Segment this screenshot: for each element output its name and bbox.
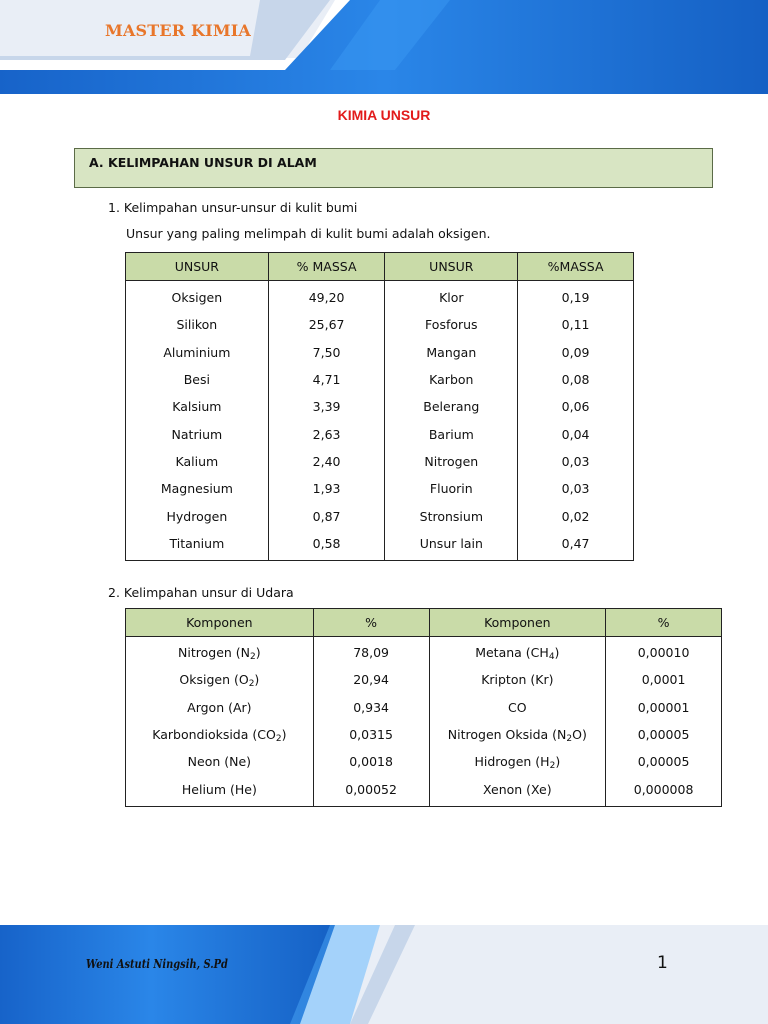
table-cell: [313, 748, 429, 775]
cell-text: Nitrogen (N: [178, 645, 251, 661]
table-cell: 0,06: [518, 393, 634, 420]
cell-text: 0,0018: [349, 754, 393, 770]
item-1-note: Unsur yang paling melimpah di kulit bumi adalah oksigen.: [126, 226, 491, 241]
cell-text: 0,0315: [349, 727, 393, 743]
column-header: %: [606, 609, 722, 637]
cell-text: 78,09: [353, 645, 389, 661]
cell-subscript: 2: [549, 761, 556, 772]
table-cell: [429, 748, 606, 775]
table-cell: Klor: [385, 281, 518, 312]
table-cell: 0,47: [518, 530, 634, 561]
table-cell: Magnesium: [126, 475, 269, 502]
table-cell: 4,71: [268, 366, 385, 393]
cell-text: Helium (He): [181, 781, 257, 797]
air-abundance-table: [125, 608, 722, 807]
table-row: [126, 393, 634, 420]
table-cell: 0,58: [268, 530, 385, 561]
table-row: [126, 420, 634, 447]
table-cell: [606, 637, 722, 667]
table-cell: [606, 694, 722, 721]
table-cell: [313, 666, 429, 693]
table-row: [126, 281, 634, 312]
document-title: KIMIA UNSUR: [337, 107, 431, 123]
cell-subscript: 2: [248, 679, 255, 690]
cell-text: 0,00005: [637, 754, 690, 770]
table-cell: Nitrogen: [385, 448, 518, 475]
table-cell: Besi: [126, 366, 269, 393]
table-cell: [313, 721, 429, 748]
item-1-heading: 1. Kelimpahan unsur-unsur di kulit bumi: [108, 200, 358, 215]
cell-text: 20,94: [353, 672, 389, 688]
table-cell: 25,67: [268, 311, 385, 338]
cell-subscript: 2: [250, 652, 256, 663]
table-row: [126, 666, 722, 693]
table-cell: [606, 748, 722, 775]
cell-text: 0,934: [353, 699, 389, 715]
cell-subscript: 4: [548, 652, 555, 663]
table-cell: 2,40: [268, 448, 385, 475]
table-cell: [126, 694, 314, 721]
table-cell: Karbon: [385, 366, 518, 393]
cell-text: CO: [508, 699, 527, 715]
table-row: [126, 502, 634, 529]
section-heading-box: [74, 148, 713, 188]
cell-text-tail: ): [255, 645, 261, 661]
cell-text: Neon (Ne): [187, 754, 252, 770]
table-cell: [313, 637, 429, 667]
table-cell: 2,63: [268, 420, 385, 447]
column-header: % MASSA: [268, 253, 385, 281]
table-cell: 0,87: [268, 502, 385, 529]
column-header: %: [313, 609, 429, 637]
table-cell: Unsur lain: [385, 530, 518, 561]
cell-text: Hidrogen (H: [474, 754, 550, 770]
table-cell: Silikon: [126, 311, 269, 338]
table-cell: 0,09: [518, 339, 634, 366]
cell-text: Nitrogen Oksida (N: [447, 727, 567, 743]
item-2-heading: 2. Kelimpahan unsur di Udara: [108, 585, 294, 600]
table-cell: 3,39: [268, 393, 385, 420]
table-cell: [429, 637, 606, 667]
table-cell: 1,93: [268, 475, 385, 502]
table-header-row: [126, 253, 634, 281]
table-cell: Kalium: [126, 448, 269, 475]
header-title: MASTER KIMIA: [105, 21, 252, 40]
table-cell: 0,03: [518, 475, 634, 502]
table-cell: Kalsium: [126, 393, 269, 420]
table-row: [126, 530, 634, 561]
table-cell: [126, 666, 314, 693]
table-cell: 0,04: [518, 420, 634, 447]
table-row: [126, 694, 722, 721]
table-header-row: [126, 609, 722, 637]
footer-banner: [0, 925, 768, 1024]
column-header: Komponen: [429, 609, 606, 637]
cell-text: 0,00001: [637, 699, 690, 715]
footer-author: Weni Astuti Ningsih, S.Pd: [86, 957, 228, 971]
table-cell: 0,19: [518, 281, 634, 312]
table-row: [126, 475, 634, 502]
table-row: [126, 366, 634, 393]
table-row: [126, 748, 722, 775]
table-cell: [313, 775, 429, 806]
cell-text: Karbondioksida (CO: [152, 727, 276, 743]
cell-text: Xenon (Xe): [483, 781, 552, 797]
cell-subscript: 2: [566, 734, 573, 745]
column-header: UNSUR: [126, 253, 269, 281]
cell-text: 0,00005: [637, 727, 690, 743]
table-cell: 0,03: [518, 448, 634, 475]
table-row: [126, 775, 722, 806]
earth-crust-abundance-table: [125, 252, 634, 561]
table-row: [126, 339, 634, 366]
table-cell: Oksigen: [126, 281, 269, 312]
table-cell: [126, 721, 314, 748]
table-row: [126, 448, 634, 475]
table-cell: [126, 775, 314, 806]
cell-text: Metana (CH: [475, 645, 549, 661]
cell-text-tail: ): [555, 754, 561, 770]
cell-text: 0,00052: [345, 781, 397, 797]
table-cell: Titanium: [126, 530, 269, 561]
table-cell: Natrium: [126, 420, 269, 447]
table-cell: 0,08: [518, 366, 634, 393]
table-cell: 0,02: [518, 502, 634, 529]
cell-text-tail: ): [281, 727, 287, 743]
cell-text: 0,0001: [641, 672, 686, 688]
table-cell: Fluorin: [385, 475, 518, 502]
table-cell: 0,11: [518, 311, 634, 338]
cell-text-tail: ): [254, 672, 260, 688]
header-banner: [0, 0, 768, 100]
table-cell: Belerang: [385, 393, 518, 420]
section-heading: A. KELIMPAHAN UNSUR DI ALAM: [89, 155, 317, 170]
table-cell: 7,50: [268, 339, 385, 366]
table-cell: 49,20: [268, 281, 385, 312]
column-header: UNSUR: [385, 253, 518, 281]
table-row: [126, 311, 634, 338]
table-row: [126, 637, 722, 667]
table-row: [126, 721, 722, 748]
table-cell: [606, 666, 722, 693]
table-cell: [429, 721, 606, 748]
column-header: %MASSA: [518, 253, 634, 281]
table-cell: [429, 666, 606, 693]
cell-text: Kripton (Kr): [481, 672, 554, 688]
cell-text: 0,000008: [633, 781, 694, 797]
table-cell: Fosforus: [385, 311, 518, 338]
cell-text-tail: O): [572, 727, 587, 743]
table-cell: Hydrogen: [126, 502, 269, 529]
table-cell: [429, 775, 606, 806]
column-header: Komponen: [126, 609, 314, 637]
table-cell: [606, 721, 722, 748]
table-cell: Mangan: [385, 339, 518, 366]
cell-text-tail: ): [554, 645, 560, 661]
table-cell: Barium: [385, 420, 518, 447]
page-number: 1: [657, 953, 668, 973]
cell-text: Oksigen (O: [179, 672, 249, 688]
cell-text: 0,00010: [637, 645, 690, 661]
table-cell: [313, 694, 429, 721]
table-cell: [126, 637, 314, 667]
table-cell: [429, 694, 606, 721]
cell-subscript: 2: [275, 734, 282, 745]
table-cell: [606, 775, 722, 806]
table-cell: Aluminium: [126, 339, 269, 366]
cell-text: Argon (Ar): [187, 699, 252, 715]
table-cell: [126, 748, 314, 775]
table-cell: Stronsium: [385, 502, 518, 529]
